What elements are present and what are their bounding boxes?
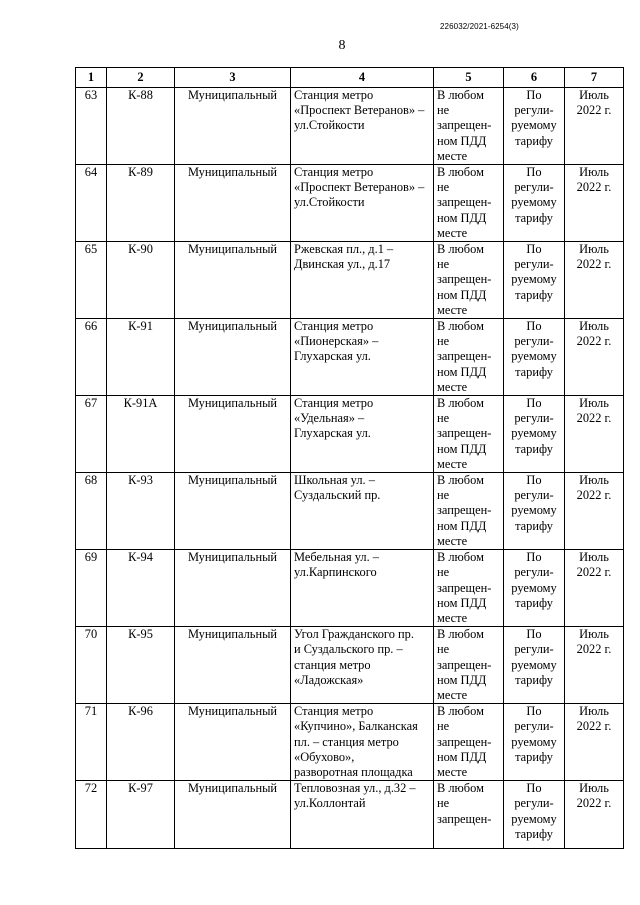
route-number: К-89	[107, 165, 175, 242]
column-header: 2	[107, 68, 175, 88]
tariff: По регули- руемому тарифу	[504, 165, 565, 242]
start-date: Июль 2022 г.	[565, 165, 624, 242]
column-header: 3	[175, 68, 291, 88]
route-type: Муниципальный	[175, 550, 291, 627]
table-row	[76, 704, 624, 781]
column-header: 6	[504, 68, 565, 88]
table-row	[76, 627, 624, 704]
route-number: К-90	[107, 242, 175, 319]
route-type: Муниципальный	[175, 704, 291, 781]
boarding-place: В любом не запрещен-	[434, 781, 504, 849]
route-type: Муниципальный	[175, 165, 291, 242]
boarding-place: В любом не запрещен- ном ПДД месте	[434, 242, 504, 319]
boarding-place: В любом не запрещен- ном ПДД месте	[434, 550, 504, 627]
routes-table	[75, 67, 624, 849]
boarding-place: В любом не запрещен- ном ПДД месте	[434, 473, 504, 550]
route-path: Станция метро «Проспект Ветеранов» – ул.Стойкости	[291, 88, 434, 165]
column-header: 5	[434, 68, 504, 88]
row-number: 71	[76, 704, 107, 781]
boarding-place: В любом не запрещен- ном ПДД месте	[434, 627, 504, 704]
route-number: К-94	[107, 550, 175, 627]
route-path: Станция метро «Пионерская» – Глухарская ул.	[291, 319, 434, 396]
row-number: 67	[76, 396, 107, 473]
tariff: По регули- руемому тарифу	[504, 242, 565, 319]
tariff: По регули- руемому тарифу	[504, 550, 565, 627]
boarding-place: В любом не запрещен- ном ПДД месте	[434, 704, 504, 781]
row-number: 66	[76, 319, 107, 396]
table-row	[76, 88, 624, 165]
start-date: Июль 2022 г.	[565, 550, 624, 627]
route-path: Станция метро «Проспект Ветеранов» – ул.Стойкости	[291, 165, 434, 242]
table-row	[76, 781, 624, 849]
route-path: Школьная ул. – Суздальский пр.	[291, 473, 434, 550]
route-path: Тепловозная ул., д.32 – ул.Коллонтай	[291, 781, 434, 849]
tariff: По регули- руемому тарифу	[504, 627, 565, 704]
route-number: К-96	[107, 704, 175, 781]
route-type: Муниципальный	[175, 319, 291, 396]
table-row	[76, 550, 624, 627]
tariff: По регули- руемому тарифу	[504, 319, 565, 396]
boarding-place: В любом не запрещен- ном ПДД месте	[434, 319, 504, 396]
boarding-place: В любом не запрещен- ном ПДД месте	[434, 165, 504, 242]
route-type: Муниципальный	[175, 88, 291, 165]
route-number: К-97	[107, 781, 175, 849]
route-type: Муниципальный	[175, 396, 291, 473]
route-path: Станция метро «Удельная» – Глухарская ул.	[291, 396, 434, 473]
start-date: Июль 2022 г.	[565, 242, 624, 319]
document-id: 226032/2021-6254(3)	[440, 22, 519, 31]
route-path: Станция метро «Купчино», Балканская пл. – станция метро «Обухово», разворотная площадка	[291, 704, 434, 781]
tariff: По регули- руемому тарифу	[504, 473, 565, 550]
boarding-place: В любом не запрещен- ном ПДД месте	[434, 396, 504, 473]
row-number: 70	[76, 627, 107, 704]
table-header-row	[76, 68, 624, 88]
start-date: Июль 2022 г.	[565, 396, 624, 473]
column-header: 1	[76, 68, 107, 88]
tariff: По регули- руемому тарифу	[504, 396, 565, 473]
row-number: 72	[76, 781, 107, 849]
route-number: К-91	[107, 319, 175, 396]
route-number: К-93	[107, 473, 175, 550]
route-type: Муниципальный	[175, 627, 291, 704]
start-date: Июль 2022 г.	[565, 627, 624, 704]
route-number: К-88	[107, 88, 175, 165]
column-header: 4	[291, 68, 434, 88]
route-number: К-91А	[107, 396, 175, 473]
route-type: Муниципальный	[175, 242, 291, 319]
start-date: Июль 2022 г.	[565, 473, 624, 550]
route-type: Муниципальный	[175, 781, 291, 849]
row-number: 64	[76, 165, 107, 242]
route-path: Угол Гражданского пр. и Суздальского пр. – станция метро «Ладожская»	[291, 627, 434, 704]
tariff: По регули- руемому тарифу	[504, 781, 565, 849]
start-date: Июль 2022 г.	[565, 704, 624, 781]
route-number: К-95	[107, 627, 175, 704]
route-path: Мебельная ул. – ул.Карпинского	[291, 550, 434, 627]
table-row	[76, 242, 624, 319]
table-row	[76, 319, 624, 396]
column-header: 7	[565, 68, 624, 88]
row-number: 68	[76, 473, 107, 550]
table-row	[76, 396, 624, 473]
start-date: Июль 2022 г.	[565, 781, 624, 849]
page-number: 8	[338, 38, 346, 53]
route-type: Муниципальный	[175, 473, 291, 550]
table-row	[76, 165, 624, 242]
table-row	[76, 473, 624, 550]
start-date: Июль 2022 г.	[565, 88, 624, 165]
row-number: 63	[76, 88, 107, 165]
boarding-place: В любом не запрещен- ном ПДД месте	[434, 88, 504, 165]
row-number: 69	[76, 550, 107, 627]
row-number: 65	[76, 242, 107, 319]
route-path: Ржевская пл., д.1 – Двинская ул., д.17	[291, 242, 434, 319]
start-date: Июль 2022 г.	[565, 319, 624, 396]
tariff: По регули- руемому тарифу	[504, 88, 565, 165]
tariff: По регули- руемому тарифу	[504, 704, 565, 781]
